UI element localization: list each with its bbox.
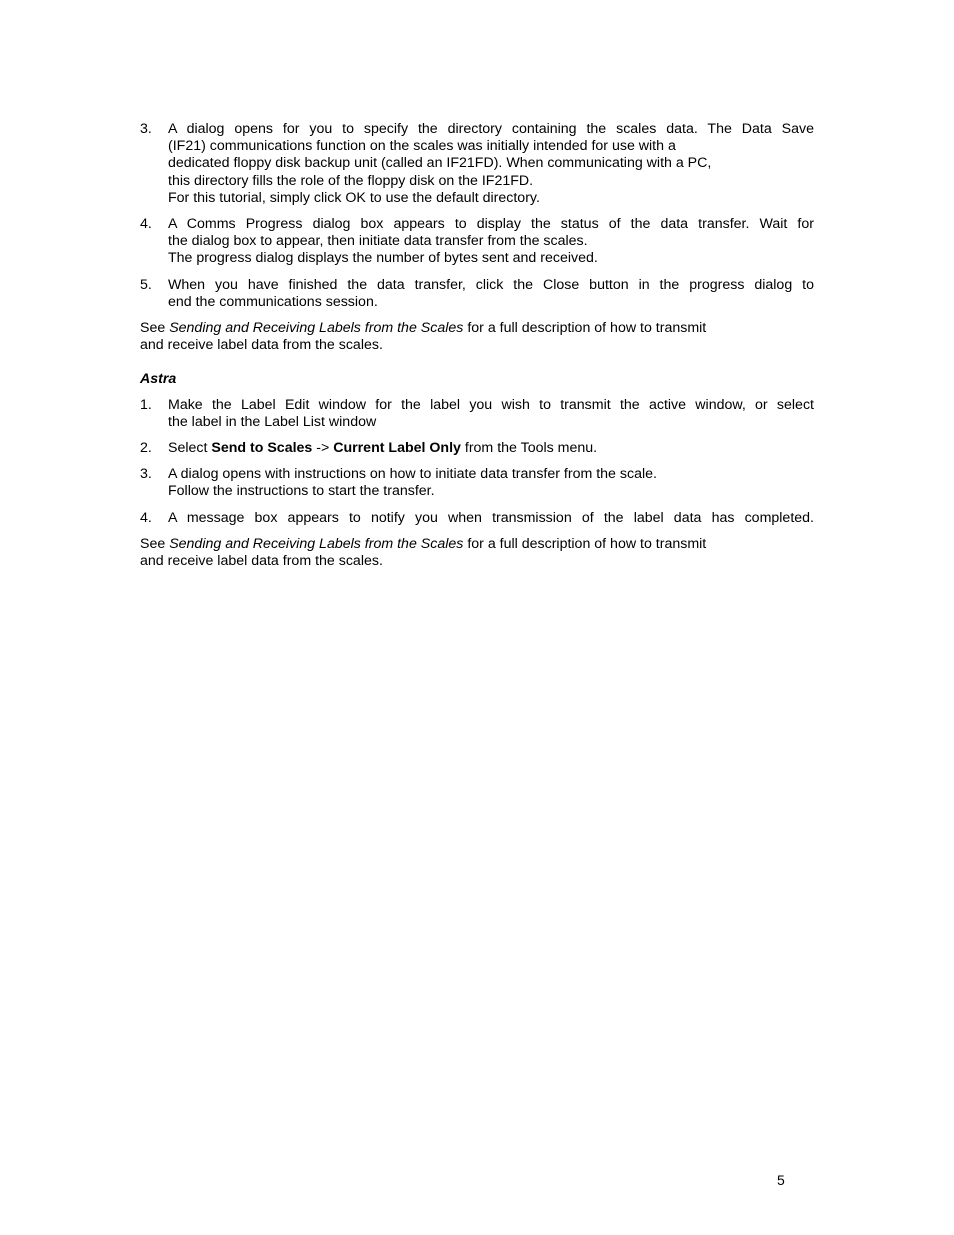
list-item-line: the dialog box to appear, then initiate data transfer from the scales.: [168, 233, 588, 250]
list-item-text: Select: [168, 440, 212, 457]
list-item-line: A Comms Progress dialog box appears to display the status of the data transfer. Wait for: [168, 216, 814, 233]
see-also-line: and receive label data from the scales.: [140, 553, 383, 570]
list-item-number: 5.: [140, 276, 152, 293]
list-item-line: A message box appears to notify you when transmission of the label data has completed.: [168, 509, 814, 526]
menu-path-arrow: ->: [312, 440, 334, 457]
list-item-number: 1.: [140, 396, 152, 413]
list-item: [140, 121, 814, 207]
menu-path-current-label-only: Current Label Only: [333, 440, 461, 457]
list-item-line: Make the Label Edit window for the label you wish to transmit the active window, or select: [168, 396, 814, 413]
list-item-line: dedicated floppy disk backup unit (called an IF21FD). When communicating with a PC,: [168, 155, 712, 172]
list-item-number: 3.: [140, 466, 152, 483]
list-item-number: 2.: [140, 440, 152, 457]
list-item: [140, 440, 814, 457]
list-item-line: A dialog opens for you to specify the directory containing the scales data. The Data Save: [168, 121, 814, 137]
list-item-number: 3.: [140, 121, 152, 137]
list-item-line: (IF21) communications function on the scales was initially intended for use with a: [168, 138, 676, 155]
list-item-line: A dialog opens with instructions on how to initiate data transfer from the scale.: [168, 466, 657, 483]
list-item-line: Follow the instructions to start the transfer.: [168, 483, 435, 500]
list-item: [140, 277, 814, 311]
see-also-prefix: See: [140, 535, 170, 552]
list-item-line: the label in the Label List window: [168, 413, 377, 430]
see-also-reference: Sending and Receiving Labels from the Scales: [169, 535, 464, 552]
list-item-line: For this tutorial, simply click OK to use the default directory.: [168, 189, 540, 206]
list-item-line: The progress dialog displays the number of bytes sent and received.: [168, 250, 598, 267]
page-number: 5: [777, 1172, 785, 1188]
instruction-list-astra: [140, 397, 814, 527]
instruction-list-comms: [140, 121, 814, 311]
list-item: [140, 466, 814, 500]
see-also-paragraph: [140, 320, 814, 354]
list-item: [140, 216, 814, 268]
see-also-suffix: for a full description of how to transmit: [463, 535, 707, 552]
list-item-line: When you have finished the data transfer, click the Close button in the progress dialog to: [168, 276, 814, 293]
see-also-line: and receive label data from the scales.: [140, 337, 383, 354]
list-item-line: end the communications session.: [168, 293, 378, 310]
list-item: [140, 510, 814, 527]
see-also-reference: Sending and Receiving Labels from the Scales: [169, 320, 464, 337]
menu-path-send-to-scales: Send to Scales: [211, 440, 313, 457]
see-also-paragraph: [140, 536, 814, 570]
see-also-suffix: for a full description of how to transmit: [463, 320, 707, 337]
list-item-text: from the Tools menu.: [460, 440, 598, 457]
section-heading-astra: Astra: [140, 371, 177, 388]
list-item-number: 4.: [140, 216, 152, 233]
list-item: [140, 397, 814, 431]
document-body: [140, 121, 814, 587]
see-also-prefix: See: [140, 320, 170, 337]
list-item-number: 4.: [140, 509, 152, 526]
list-item-line: this directory fills the role of the floppy disk on the IF21FD.: [168, 172, 534, 189]
